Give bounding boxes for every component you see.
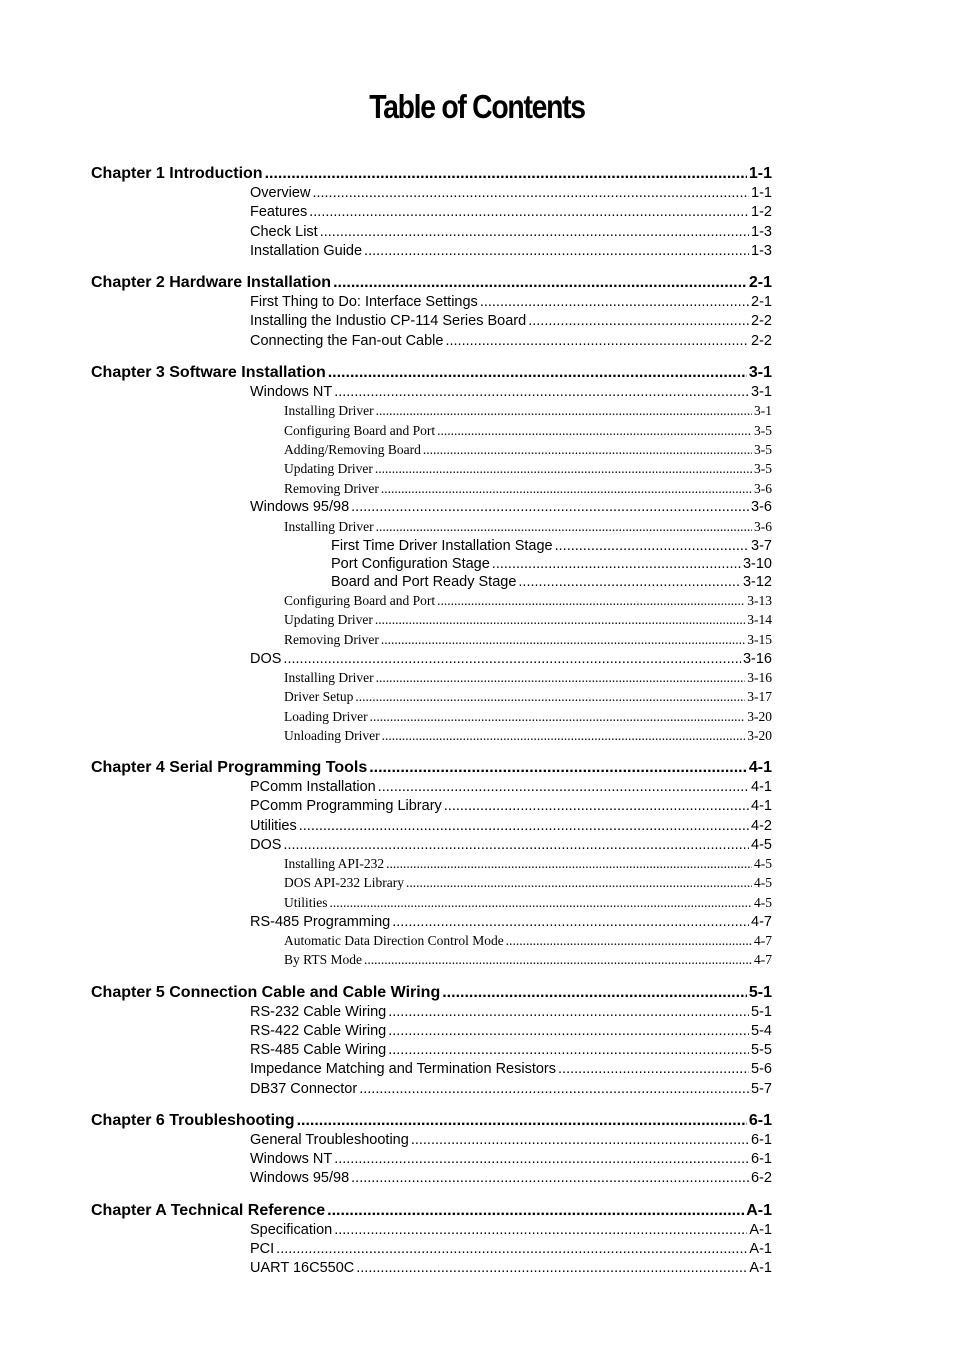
toc-entry-page: 4-5 bbox=[754, 895, 772, 910]
toc-entry-title: Chapter 1 Introduction bbox=[91, 165, 263, 182]
toc-section-entry[interactable] bbox=[250, 224, 772, 240]
dot-leader bbox=[351, 499, 749, 515]
toc-section-entry[interactable] bbox=[284, 461, 772, 477]
toc-entry-title: Chapter 2 Hardware Installation bbox=[91, 274, 332, 291]
toc-chapter-entry[interactable] bbox=[91, 759, 772, 777]
toc-entry-page: 5-6 bbox=[751, 1061, 772, 1077]
dot-leader bbox=[381, 632, 745, 648]
toc-entry-title: Overview bbox=[250, 185, 311, 201]
toc-entry-page: 2-2 bbox=[751, 313, 772, 329]
toc-entry-page: 4-1 bbox=[748, 759, 772, 776]
toc-entry-page: 4-1 bbox=[751, 798, 772, 814]
toc-entry-title: Updating Driver bbox=[284, 461, 373, 476]
page-title: Table of Contents bbox=[369, 88, 585, 125]
toc-section-entry[interactable] bbox=[250, 243, 772, 259]
toc-section-entry[interactable] bbox=[250, 914, 772, 930]
dot-leader bbox=[388, 1023, 749, 1039]
dot-leader bbox=[381, 481, 752, 497]
toc-entry-title: Removing Driver bbox=[284, 481, 379, 496]
toc-entry-title: Windows 95/98 bbox=[250, 499, 350, 515]
toc-entry-title: Adding/Removing Board bbox=[284, 442, 421, 457]
toc-entry-title: Driver Setup bbox=[284, 689, 354, 704]
dot-leader bbox=[283, 651, 741, 667]
toc-entry-page: 6-1 bbox=[748, 1112, 772, 1129]
toc-entry-title: Port Configuration Stage bbox=[331, 556, 490, 572]
toc-entry-title: First Time Driver Installation Stage bbox=[331, 538, 553, 554]
toc-section-entry[interactable] bbox=[250, 1042, 772, 1058]
toc-entry-page: A-1 bbox=[749, 1260, 772, 1276]
toc-entry-page: 6-2 bbox=[751, 1170, 772, 1186]
dot-leader bbox=[492, 556, 741, 572]
toc-section-entry[interactable] bbox=[331, 556, 772, 572]
toc-entry-title: By RTS Mode bbox=[284, 952, 362, 967]
dot-leader bbox=[375, 612, 745, 628]
dot-leader bbox=[437, 593, 745, 609]
toc-section-entry[interactable] bbox=[250, 1132, 772, 1148]
toc-chapter-entry[interactable] bbox=[91, 984, 772, 1002]
toc-section-entry[interactable] bbox=[250, 1004, 772, 1020]
toc-entry-title: Installing Driver bbox=[284, 403, 374, 418]
toc-entry-page: 4-7 bbox=[751, 914, 772, 930]
dot-leader bbox=[388, 1004, 749, 1020]
toc-entry-title: RS-485 Cable Wiring bbox=[250, 1042, 387, 1058]
toc-section-entry[interactable] bbox=[250, 204, 772, 220]
toc-section-entry[interactable] bbox=[250, 333, 772, 349]
toc-entry-page: A-1 bbox=[749, 1241, 772, 1257]
toc-entry-page: 6-1 bbox=[751, 1132, 772, 1148]
toc-entry-title: Configuring Board and Port bbox=[284, 423, 436, 438]
dot-leader bbox=[528, 313, 749, 329]
dot-leader bbox=[328, 364, 747, 382]
dot-leader bbox=[283, 837, 749, 853]
toc-entry-title: Windows 95/98 bbox=[250, 1170, 350, 1186]
dot-leader bbox=[334, 1222, 747, 1238]
toc-entry-title: Chapter 6 Troubleshooting bbox=[91, 1112, 295, 1129]
toc-section-entry[interactable] bbox=[250, 1151, 772, 1167]
toc-entry-title: Chapter A Technical Reference bbox=[91, 1202, 326, 1219]
toc-entry-page: A-1 bbox=[746, 1202, 772, 1219]
dot-leader bbox=[309, 204, 749, 220]
dot-leader bbox=[445, 333, 749, 349]
dot-leader bbox=[334, 384, 749, 400]
toc-entry-title: Chapter 3 Software Installation bbox=[91, 364, 326, 381]
toc-entry-title: Chapter 4 Serial Programming Tools bbox=[91, 759, 368, 776]
toc-entry-title: PComm Installation bbox=[250, 779, 376, 795]
toc-entry-page: 3-1 bbox=[751, 384, 772, 400]
toc-entry-title: PCI bbox=[250, 1241, 275, 1257]
toc-entry-title: Connecting the Fan-out Cable bbox=[250, 333, 444, 349]
dot-leader bbox=[375, 461, 752, 477]
toc-entry-page: 5-1 bbox=[748, 984, 772, 1001]
dot-leader bbox=[369, 759, 747, 777]
toc-entry-title: Configuring Board and Port bbox=[284, 593, 436, 608]
toc-entry-title: Installing the Industio CP-114 Series Board bbox=[250, 313, 527, 329]
toc-section-entry[interactable] bbox=[284, 481, 772, 497]
toc-entry-page: 3-16 bbox=[747, 670, 772, 685]
toc-section-entry[interactable] bbox=[284, 403, 772, 419]
toc-entry-page: 3-10 bbox=[742, 556, 772, 572]
toc-section-entry[interactable] bbox=[250, 1241, 772, 1257]
toc-entry-title: Check List bbox=[250, 224, 318, 240]
toc-entry-title: Automatic Data Direction Control Mode bbox=[284, 933, 504, 948]
toc-entry-page: 1-1 bbox=[751, 185, 772, 201]
toc-section-entry[interactable] bbox=[284, 670, 772, 686]
toc-entry-title: Specification bbox=[250, 1222, 333, 1238]
toc-entry-page: 3-5 bbox=[754, 461, 772, 476]
dot-leader bbox=[376, 403, 752, 419]
toc-entry-page: 3-15 bbox=[747, 632, 772, 647]
dot-leader bbox=[333, 274, 747, 292]
toc-entry-title: Board and Port Ready Stage bbox=[331, 574, 517, 590]
dot-leader bbox=[386, 856, 752, 872]
toc-section-entry[interactable] bbox=[250, 313, 772, 329]
toc-section-entry[interactable] bbox=[331, 538, 772, 554]
toc-entry-title: Utilities bbox=[284, 895, 328, 910]
toc-section-entry[interactable] bbox=[284, 856, 772, 872]
toc-entry-page: 5-5 bbox=[751, 1042, 772, 1058]
toc-section-entry[interactable] bbox=[250, 384, 772, 400]
toc-entry-page: 3-5 bbox=[754, 423, 772, 438]
dot-leader bbox=[437, 423, 752, 439]
toc-section-entry[interactable] bbox=[284, 632, 772, 648]
toc-entry-title: Installing Driver bbox=[284, 519, 374, 534]
toc-entry-title: Unloading Driver bbox=[284, 728, 380, 743]
toc-entry-title: Chapter 5 Connection Cable and Cable Wiring bbox=[91, 984, 441, 1001]
toc-section-entry[interactable] bbox=[284, 933, 772, 949]
toc-chapter-entry[interactable] bbox=[91, 1112, 772, 1130]
toc-entry-page: 3-1 bbox=[754, 403, 772, 418]
toc-entry-title: RS-232 Cable Wiring bbox=[250, 1004, 387, 1020]
toc-entry-page: 3-6 bbox=[754, 481, 772, 496]
toc-entry-page: 4-7 bbox=[754, 933, 772, 948]
dot-leader bbox=[312, 185, 749, 201]
toc-section-entry[interactable] bbox=[284, 423, 772, 439]
toc-entry-title: DB37 Connector bbox=[250, 1081, 358, 1097]
dot-leader bbox=[376, 519, 752, 535]
toc-entry-page: 3-14 bbox=[747, 612, 772, 627]
toc-entry-page: 1-3 bbox=[751, 243, 772, 259]
toc-section-entry[interactable] bbox=[250, 651, 772, 667]
toc-entry-title: Windows NT bbox=[250, 384, 333, 400]
toc-section-entry[interactable] bbox=[284, 519, 772, 535]
toc-entry-title: Installation Guide bbox=[250, 243, 363, 259]
toc-entry-title: Features bbox=[250, 204, 308, 220]
toc-entry-title: Loading Driver bbox=[284, 709, 368, 724]
toc-entry-page: 5-7 bbox=[751, 1081, 772, 1097]
dot-leader bbox=[558, 1061, 749, 1077]
dot-leader bbox=[442, 984, 747, 1002]
toc-chapter-entry[interactable] bbox=[91, 274, 772, 292]
toc-entry-page: 1-2 bbox=[751, 204, 772, 220]
toc-section-entry[interactable] bbox=[250, 1023, 772, 1039]
dot-leader bbox=[444, 798, 749, 814]
toc-entry-title: Utilities bbox=[250, 818, 297, 834]
dot-leader bbox=[359, 1081, 749, 1097]
dot-leader bbox=[376, 670, 746, 686]
toc-section-entry[interactable] bbox=[284, 593, 772, 609]
dot-leader bbox=[265, 165, 747, 183]
toc-section-entry[interactable] bbox=[331, 574, 772, 590]
toc-entry-page: 5-4 bbox=[751, 1023, 772, 1039]
dot-leader bbox=[299, 818, 749, 834]
dot-leader bbox=[555, 538, 749, 554]
dot-leader bbox=[334, 1151, 749, 1167]
dot-leader bbox=[297, 1112, 747, 1130]
toc-section-entry[interactable] bbox=[284, 612, 772, 628]
dot-leader bbox=[480, 294, 749, 310]
toc-entry-page: 4-5 bbox=[754, 856, 772, 871]
toc-section-entry[interactable] bbox=[250, 294, 772, 310]
toc-entry-page: 2-1 bbox=[751, 294, 772, 310]
dot-leader bbox=[406, 875, 752, 891]
toc-entry-page: 4-7 bbox=[754, 952, 772, 967]
toc-entry-title: First Thing to Do: Interface Settings bbox=[250, 294, 478, 310]
dot-leader bbox=[276, 1241, 747, 1257]
toc-entry-title: Updating Driver bbox=[284, 612, 373, 627]
toc-entry-page: A-1 bbox=[749, 1222, 772, 1238]
toc-entry-page: 4-2 bbox=[751, 818, 772, 834]
toc-entry-page: 3-6 bbox=[751, 499, 772, 515]
dot-leader bbox=[355, 689, 745, 705]
toc-entry-page: 5-1 bbox=[751, 1004, 772, 1020]
dot-leader bbox=[320, 224, 749, 240]
toc-entry-page: 4-5 bbox=[754, 875, 772, 890]
dot-leader bbox=[327, 1202, 744, 1220]
toc-entry-title: Installing Driver bbox=[284, 670, 374, 685]
dot-leader bbox=[364, 952, 752, 968]
toc-entry-page: 1-3 bbox=[751, 224, 772, 240]
toc-section-entry[interactable] bbox=[250, 1222, 772, 1238]
toc-entry-title: RS-422 Cable Wiring bbox=[250, 1023, 387, 1039]
toc-entry-title: DOS API-232 Library bbox=[284, 875, 404, 890]
toc-section-entry[interactable] bbox=[250, 779, 772, 795]
toc-entry-page: 3-12 bbox=[742, 574, 772, 590]
toc-entry-page: 3-6 bbox=[754, 519, 772, 534]
toc-entry-title: Impedance Matching and Termination Resistors bbox=[250, 1061, 557, 1077]
toc-entry-page: 4-1 bbox=[751, 779, 772, 795]
toc-section-entry[interactable] bbox=[250, 1260, 772, 1276]
toc-entry-page: 6-1 bbox=[751, 1151, 772, 1167]
toc-entry-page: 3-7 bbox=[751, 538, 772, 554]
toc-entry-page: 3-17 bbox=[747, 689, 772, 704]
toc-section-entry[interactable] bbox=[250, 499, 772, 515]
toc-entry-page: 3-5 bbox=[754, 442, 772, 457]
toc-entry-title: Windows NT bbox=[250, 1151, 333, 1167]
dot-leader bbox=[423, 442, 752, 458]
dot-leader bbox=[388, 1042, 749, 1058]
toc-section-entry[interactable] bbox=[250, 1061, 772, 1077]
toc-entry-title: Installing API-232 bbox=[284, 856, 385, 871]
dot-leader bbox=[378, 779, 749, 795]
dot-leader bbox=[411, 1132, 749, 1148]
toc-entry-title: DOS bbox=[250, 651, 282, 667]
dot-leader bbox=[392, 914, 749, 930]
toc-entry-title: DOS bbox=[250, 837, 282, 853]
toc-entry-title: UART 16C550C bbox=[250, 1260, 355, 1276]
toc-entry-page: 2-2 bbox=[751, 333, 772, 349]
dot-leader bbox=[382, 728, 746, 744]
toc-section-entry[interactable] bbox=[250, 818, 772, 834]
dot-leader bbox=[506, 933, 752, 949]
toc-section-entry[interactable] bbox=[284, 709, 772, 725]
toc-entry-page: 3-16 bbox=[742, 651, 772, 667]
dot-leader bbox=[356, 1260, 747, 1276]
toc-section-entry[interactable] bbox=[250, 1081, 772, 1097]
toc-section-entry[interactable] bbox=[284, 689, 772, 705]
toc-chapter-entry[interactable] bbox=[91, 1202, 772, 1220]
toc-entry-title: RS-485 Programming bbox=[250, 914, 391, 930]
dot-leader bbox=[351, 1170, 749, 1186]
toc-section-entry[interactable] bbox=[250, 798, 772, 814]
toc-entry-title: PComm Programming Library bbox=[250, 798, 442, 814]
toc-entry-page: 3-1 bbox=[748, 364, 772, 381]
dot-leader bbox=[330, 895, 753, 911]
toc-section-entry[interactable] bbox=[284, 875, 772, 891]
toc-chapter-entry[interactable] bbox=[91, 165, 772, 183]
toc-section-entry[interactable] bbox=[284, 728, 772, 744]
toc-entry-title: Removing Driver bbox=[284, 632, 379, 647]
toc-entry-page: 4-5 bbox=[751, 837, 772, 853]
toc-section-entry[interactable] bbox=[284, 952, 772, 968]
dot-leader bbox=[370, 709, 746, 725]
toc-chapter-entry[interactable] bbox=[91, 364, 772, 382]
dot-leader bbox=[364, 243, 749, 259]
toc-entry-page: 1-1 bbox=[748, 165, 772, 182]
toc-entry-page: 3-20 bbox=[747, 709, 772, 724]
toc-section-entry[interactable] bbox=[250, 1170, 772, 1186]
dot-leader bbox=[518, 574, 741, 590]
toc-section-entry[interactable] bbox=[250, 837, 772, 853]
toc-entry-page: 3-20 bbox=[747, 728, 772, 743]
toc-section-entry[interactable] bbox=[284, 442, 772, 458]
toc-entry-page: 2-1 bbox=[748, 274, 772, 291]
toc-section-entry[interactable] bbox=[284, 895, 772, 911]
toc-entry-title: General Troubleshooting bbox=[250, 1132, 409, 1148]
toc-section-entry[interactable] bbox=[250, 185, 772, 201]
toc-entry-page: 3-13 bbox=[747, 593, 772, 608]
